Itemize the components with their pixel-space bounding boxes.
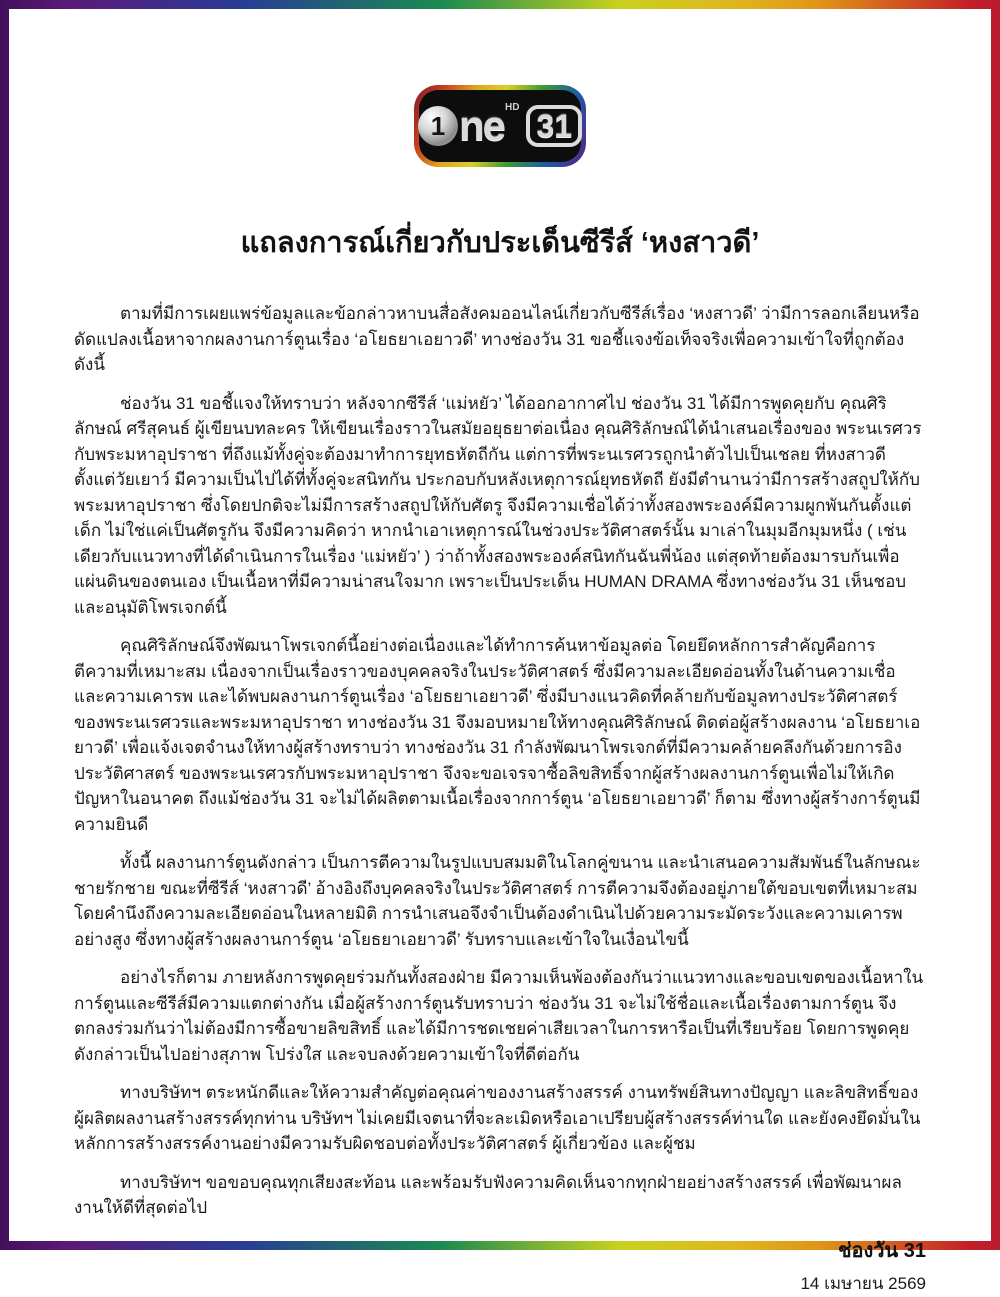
- logo-circle-digit: 1: [430, 111, 446, 141]
- paragraph-6: ทางบริษัทฯ ตระหนักดีและให้ความสำคัญต่อคุณค่าของงานสร้างสรรค์ งานทรัพย์สินทางปัญญา และลิขสิทธิ์ของผู้ผลิตผลงานสร้างสรรค์ทุกท่าน บริษัทฯ ไม่เคยมีเจตนาที่จะละเมิดหรือเอาเปรียบผู้สร้างสรรค์ท่านใด และยังคงยึดมั่นในหลักการสร้างสรรค์งานอย่างมีความรับผิดชอบต่อทั้งประวัติศาสตร์ ผู้เกี่ยวข้อง และผู้ชม: [74, 1083, 921, 1153]
- signature-date: 14 เมษายน 2569: [800, 1273, 926, 1293]
- logo-hd-label: HD: [504, 102, 520, 113]
- statement-body: [74, 301, 926, 1221]
- paragraph-1: ตามที่มีการเผยแพร่ข้อมูลและข้อกล่าวหาบนสื่อสังคมออนไลน์เกี่ยวกับซีรีส์เรื่อง ‘หงสาวดี’ ว่ามีการลอกเลียนหรือดัดแปลงเนื้อหาจากผลงานการ์ตูนเรื่อง ‘อโยธยาเอยาวดี’ ทางช่องวัน 31 ขอชี้แจงข้อเท็จจริงเพื่อความเข้าใจที่ถูกต้อง ดังนี้: [74, 304, 920, 374]
- one31-logo-inner: [419, 90, 581, 162]
- statement-page: [9, 9, 991, 1293]
- logo-31-badge: [526, 105, 582, 147]
- signature-block: [74, 1234, 926, 1297]
- one-circle-icon: [418, 106, 458, 146]
- logo-channel-number: 31: [536, 108, 573, 144]
- logo-word-ne: ne: [458, 102, 504, 149]
- paragraph-4: ทั้งนี้ ผลงานการ์ตูนดังกล่าว เป็นการตีความในรูปแบบสมมติในโลกคู่ขนาน และนำเสนอความสัมพันธ์ในลักษณะชายรักชาย ขณะที่ซีรีส์ ‘หงสาวดี’ อ้างอิงถึงบุคคลจริงในประวัติศาสตร์ การตีความจึงต้องอยู่ภายใต้ขอบเขตที่เหมาะสม โดยคำนึงถึงความละเอียดอ่อนในหลายมิติ การนำเสนอจึงจำเป็นต้องดำเนินไปด้วยความระมัดระวังและความเคารพอย่างสูง ซึ่งทางผู้สร้างผลงานการ์ตูน ‘อโยธยาเอยาวดี’ รับทราบและเข้าใจในเงื่อนไขนี้: [74, 853, 921, 949]
- paragraph-7: ทางบริษัทฯ ขอขอบคุณทุกเสียงสะท้อน และพร้อมรับฟังความคิดเห็นจากทุกฝ่ายอย่างสร้างสรรค์ เพื่อพัฒนาผลงานให้ดีที่สุดต่อไป: [74, 1172, 902, 1217]
- page-title: แถลงการณ์เกี่ยวกับประเด็นซีรีส์ ‘หงสาวดี’: [240, 227, 760, 259]
- one31-logo: [414, 85, 586, 167]
- paragraph-2: ช่องวัน 31 ขอชี้แจงให้ทราบว่า หลังจากซีรีส์ ‘แม่หยัว’ ได้ออกอากาศไป ช่องวัน 31 ได้มีการพูดคุยกับ คุณศิริลักษณ์ ศรีสุคนธ์ ผู้เขียนบทละคร ให้เขียนเรื่องราวในสมัยอยุธยาต่อเนื่อง คุณศิริลักษณ์ได้นำเสนอเรื่องของ พระนเรศวรกับพระมหาอุปราชา ที่ถึงแม้ทั้งคู่จะต้องมาทำการยุทธหัตถีกัน แต่การที่พระนเรศวรถูกนำตัวไปเป็นเชลย ที่หงสาวดีตั้งแต่วัยเยาว์ มีความเป็นไปได้ที่ทั้งคู่จะสนิทกัน ประกอบกับหลังเหตุการณ์ยุทธหัตถี ยังมีตำนานว่ามีการสร้างสถูปให้กับพระมหาอุปราชา ซึ่งโดยปกติจะไม่มีการสร้างสถูปให้กับศัตรู จึงมีความเชื่อได้ว่าทั้งสองพระองค์มีความผูกพันกันตั้งแต่เด็ก ไม่ใช่แค่เป็นศัตรูกัน จึงมีความคิดว่า หากนำเอาเหตุการณ์ในช่วงประวัติศาสตร์นั้น มาเล่าในมุมอีกมุมหนึ่ง ( เช่นเดียวกับแนวทางที่ได้ดำเนินการในเรื่อง ‘แม่หยัว’ ) ว่าถ้าทั้งสองพระองค์สนิทกันฉันพี่น้อง แต่สุดท้ายต้องมารบกันเพื่อแผ่นดินของตนเอง เป็นเนื้อหาที่มีความน่าสนใจมาก เพราะเป็นประเด็น HUMAN DRAMA ซึ่งทางช่องวัน 31 เห็นชอบและอนุมัติโพรเจกต์นี้: [74, 393, 922, 617]
- paragraph-5: อย่างไรก็ตาม ภายหลังการพูดคุยร่วมกันทั้งสองฝ่าย มีความเห็นพ้องต้องกันว่าแนวทางและขอบเขตของเนื้อหาในการ์ตูนและซีรีส์มีความแตกต่างกัน เมื่อผู้สร้างการ์ตูนรับทราบว่า ช่องวัน 31 จะไม่ใช้ชื่อและเนื้อเรื่องตามการ์ตูน จึงตกลงร่วมกันว่าไม่ต้องมีการซื้อขายลิขสิทธิ์ และได้มีการชดเชยค่าเสียเวลาในการหารือเป็นที่เรียบร้อย โดยการพูดคุยดังกล่าวเป็นไปอย่างสุภาพ โปร่งใส และจบลงด้วยความเข้าใจที่ดีต่อกัน: [74, 968, 924, 1064]
- signature-name: ช่องวัน 31: [837, 1239, 926, 1262]
- paragraph-3: คุณศิริลักษณ์จึงพัฒนาโพรเจกต์นี้อย่างต่อเนื่องและได้ทำการค้นหาข้อมูลต่อ โดยยึดหลักการสำคัญคือการตีความที่เหมาะสม เนื่องจากเป็นเรื่องราวของบุคคลจริงในประวัติศาสตร์ ซึ่งมีความละเอียดอ่อนทั้งในด้านความเชื่อและความเคารพ และได้พบผลงานการ์ตูนเรื่อง ‘อโยธยาเอยาวดี’ ซึ่งมีบางแนวคิดที่คล้ายกับข้อมูลทางประวัติศาสตร์ของพระนเรศวรและพระมหาอุปราชา ทางช่องวัน 31 จึงมอบหมายให้ทางคุณศิริลักษณ์ ติดต่อผู้สร้างผลงาน ‘อโยธยาเอยาวดี’ เพื่อแจ้งเจตจำนงให้ทางผู้สร้างทราบว่า ทางช่องวัน 31 กำลังพัฒนาโพรเจกต์ที่มีความคล้ายคลึงกันด้วยการอิงประวัติศาสตร์ ของพระนเรศวรกับพระมหาอุปราชา จึงจะขอเจรจาซื้อลิขสิทธิ์จากผู้สร้างผลงานการ์ตูนเพื่อไม่ให้เกิดปัญหาในอนาคต ถึงแม้ช่องวัน 31 จะไม่ได้ผลิตตามเนื้อเรื่องจากการ์ตูน ‘อโยธยาเอยาวดี’ ก็ตาม ซึ่งทางผู้สร้างการ์ตูนมีความยินดี: [74, 636, 921, 834]
